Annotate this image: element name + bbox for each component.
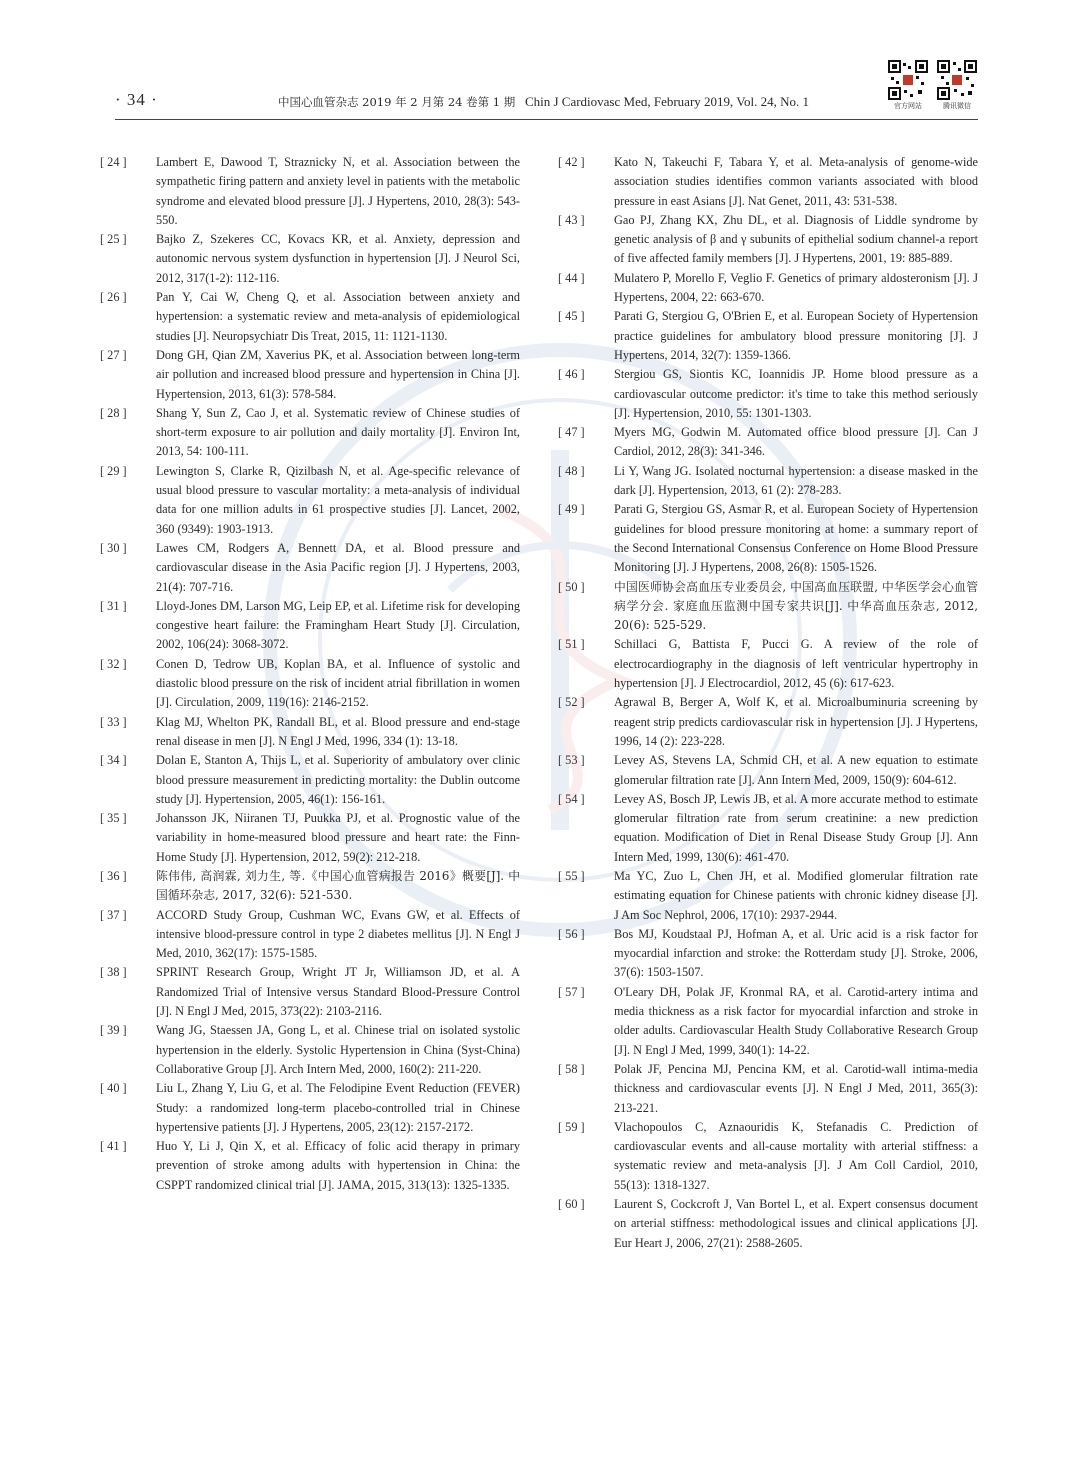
reference-item — [100, 809, 520, 867]
reference-item — [100, 404, 520, 462]
reference-item — [100, 713, 520, 752]
page-header — [0, 0, 1080, 125]
reference-text: Vlachopoulos C, Aznaouridis K, Stefanadis C. Prediction of cardiovascular events and all-cause mortality with arterial stiffness: a systematic review and meta-analysis [J]. J Am Coll Cardiol, 2010, 55(13): 1318-1327. — [614, 1119, 978, 1192]
reference-item — [100, 288, 520, 346]
reference-number: [ 57 ] — [558, 984, 585, 999]
reference-number: [ 36 ] — [100, 868, 127, 883]
reference-item — [558, 500, 978, 577]
reference-number: [ 37 ] — [100, 907, 127, 922]
reference-text: Conen D, Tedrow UB, Koplan BA, et al. Influence of systolic and diastolic blood pressure on the risk of incident atrial fibrillation in women [J]. Circulation, 2009, 119(16): 2146-2152. — [156, 656, 520, 710]
reference-item — [558, 153, 978, 211]
reference-number: [ 51 ] — [558, 637, 585, 652]
reference-item — [100, 655, 520, 713]
reference-text: Gao PJ, Zhang KX, Zhu DL, et al. Diagnosis of Liddle syndrome by genetic analysis of β and γ subunits of epithelial sodium channel-a report of five affected family members [J]. J Hypertens, 2001, 19: 885-889. — [614, 212, 978, 266]
reference-number: [ 52 ] — [558, 695, 585, 710]
reference-number: [ 55 ] — [558, 868, 585, 883]
reference-number: [ 47 ] — [558, 425, 585, 440]
reference-number: [ 44 ] — [558, 270, 585, 285]
reference-item — [558, 1195, 978, 1253]
reference-text: Dong GH, Qian ZM, Xaverius PK, et al. Association between long-term air pollution and increased blood pressure and hypertension in China [J]. Hypertension, 2013, 61(3): 578-584. — [156, 347, 520, 401]
reference-item — [558, 751, 978, 790]
reference-number: [ 39 ] — [100, 1023, 127, 1038]
reference-text: Parati G, Stergiou GS, Asmar R, et al. European Society of Hypertension guidelines for blood pressure monitoring at home: a summary report of the Second International Consensus Conference on Home Blood Pressure Monitoring [J]. J Hypertens, 2008, 26(8): 1505-1526. — [614, 502, 978, 575]
reference-number: [ 32 ] — [100, 656, 127, 671]
reference-text: ACCORD Study Group, Cushman WC, Evans GW, et al. Effects of intensive blood-pressure control in type 2 diabetes mellitus [J]. N Engl J Med, 2010, 362(17): 1575-1585. — [156, 907, 520, 961]
reference-number: [ 50 ] — [558, 579, 585, 594]
reference-number: [ 34 ] — [100, 753, 127, 768]
reference-number: [ 38 ] — [100, 965, 127, 980]
reference-text: Stergiou GS, Siontis KC, Ioannidis JP. Home blood pressure as a cardiovascular outcome predictor: it's time to take this method seriously [J]. Hypertension, 2010, 55: 1301-1303. — [614, 367, 978, 420]
header-rule — [115, 119, 978, 120]
reference-item — [100, 462, 520, 539]
reference-text: Lambert E, Dawood T, Straznicky N, et al. Association between the sympathetic firing pattern and anxiety level in patients with the metabolic syndrome and elevated blood pressure [J]. J Hypertens, 2010, 28(3): 543-550. — [156, 155, 520, 227]
reference-text: Dolan E, Stanton A, Thijs L, et al. Superiority of ambulatory over clinic blood pressure measurement in predicting mortality: the Dublin outcome study [J]. Hypertension, 2005, 46(1): 156-161. — [156, 753, 520, 806]
reference-text: O'Leary DH, Polak JF, Kronmal RA, et al. Carotid-artery intima and media thickness as a risk factor for myocardial infarction and stroke in older adults. Cardiovascular Health Study Collaborative Research Group [J]. N Engl J Med, 1999, 340(1): 14-22. — [614, 984, 978, 1057]
reference-text: 中国医师协会高血压专业委员会, 中国高血压联盟, 中华医学会心血管病学分会. 家庭血压监测中国专家共识[J]. 中华高血压杂志, 2012, 20(6): 525-529. — [614, 579, 978, 633]
reference-number: [ 30 ] — [100, 540, 127, 555]
reference-item — [558, 693, 978, 751]
qr-code-wechat-icon — [937, 60, 977, 100]
reference-number: [ 25 ] — [100, 232, 127, 247]
reference-text: Lawes CM, Rodgers A, Bennett DA, et al. Blood pressure and cardiovascular disease in the Asia Pacific region [J]. J Hypertens, 2003, 21(4): 707-716. — [156, 540, 520, 594]
reference-number: [ 56 ] — [558, 926, 585, 941]
reference-item — [558, 635, 978, 693]
reference-number: [ 35 ] — [100, 811, 127, 826]
reference-item — [558, 578, 978, 636]
reference-text: SPRINT Research Group, Wright JT Jr, Williamson JD, et al. A Randomized Trial of Intensive versus Standard Blood-Pressure Control [J]. N Engl J Med, 2015, 373(22): 2103-2116. — [156, 965, 520, 1019]
reference-number: [ 49 ] — [558, 502, 585, 517]
qr-label-website: 官方网站 — [894, 102, 922, 110]
reference-number: [ 28 ] — [100, 405, 127, 420]
reference-number: [ 24 ] — [100, 155, 127, 169]
reference-text: Lewington S, Clarke R, Qizilbash N, et al. Age-specific relevance of usual blood pressure to vascular mortality: a meta-analysis of individual data for one million adults in 61 prospective studies [J]. Lancet, 2002, 360 (9349): 1903-1913. — [156, 463, 520, 536]
reference-text: Shang Y, Sun Z, Cao J, et al. Systematic review of Chinese studies of short-term exposure to air pollution and daily mortality [J]. Environ Int, 2013, 54: 100-111. — [156, 405, 520, 459]
reference-text: Schillaci G, Battista F, Pucci G. A review of the role of electrocardiography in the diagnosis of left ventricular hypertrophy in hypertension [J]. J Electrocardiol, 2012, 45 (6): 617-623. — [614, 637, 978, 691]
journal-title-cn: 中国心血管杂志 2019 年 2 月第 24 卷第 1 期 — [278, 95, 516, 109]
references-column-right — [558, 153, 978, 1253]
reference-item — [100, 346, 520, 404]
reference-item — [558, 307, 978, 365]
reference-number: [ 41 ] — [100, 1139, 127, 1154]
reference-number: [ 42 ] — [558, 155, 585, 169]
reference-text: Levey AS, Stevens LA, Schmid CH, et al. A new equation to estimate glomerular filtration rate [J]. Ann Intern Med, 2009, 150(9): 604-612. — [614, 753, 978, 787]
reference-text: Lloyd-Jones DM, Larson MG, Leip EP, et al. Lifetime risk for developing congestive heart failure: the Framingham Heart Study [J]. Circulation, 2002, 106(24): 3068-3072. — [156, 598, 520, 652]
reference-number: [ 31 ] — [100, 598, 127, 613]
qr-code-website-icon — [888, 60, 928, 100]
reference-item — [558, 269, 978, 308]
reference-item — [558, 211, 978, 269]
reference-text: Kato N, Takeuchi F, Tabara Y, et al. Meta-analysis of genome-wide association studies identifies common variants associated with blood pressure in east Asians [J]. Nat Genet, 2011, 43: 531-538. — [614, 155, 978, 208]
reference-text: Huo Y, Li J, Qin X, et al. Efficacy of folic acid therapy in primary prevention of stroke among adults with hypertension in China: the CSPPT randomized clinical trial [J]. JAMA, 2015, 313(13): 1325-1335. — [156, 1139, 520, 1192]
reference-text: Pan Y, Cai W, Cheng Q, et al. Association between anxiety and hypertension: a systematic review and meta-analysis of epidemiological studies [J]. Neuropsychiatr Dis Treat, 2015, 11: 1121-1130. — [156, 290, 520, 343]
reference-item — [100, 230, 520, 288]
reference-text: Johansson JK, Niiranen TJ, Puukka PJ, et al. Prognostic value of the variability in home-measured blood pressure and heart rate: the Finn-Home Study [J]. Hypertension, 2012, 59(2): 212-218. — [156, 811, 520, 864]
reference-item — [558, 983, 978, 1060]
reference-number: [ 29 ] — [100, 463, 127, 478]
reference-text: Mulatero P, Morello F, Veglio F. Genetics of primary aldosteronism [J]. J Hypertens, 2004, 22: 663-670. — [614, 270, 978, 305]
journal-title-en: Chin J Cardiovasc Med, February 2019, Vol. 24, No. 1 — [524, 94, 809, 109]
reference-number: [ 53 ] — [558, 753, 585, 768]
reference-item — [100, 539, 520, 597]
running-head — [278, 94, 809, 110]
reference-number: [ 59 ] — [558, 1119, 585, 1134]
reference-number: [ 48 ] — [558, 463, 585, 478]
reference-item — [100, 1079, 520, 1137]
reference-item — [558, 925, 978, 983]
reference-item — [558, 1118, 978, 1195]
reference-text: Agrawal B, Berger A, Wolf K, et al. Microalbuminuria screening by reagent strip predicts cardiovascular risk in hypertension [J]. J Hypertens, 1996, 14 (2): 223-228. — [614, 695, 978, 748]
reference-item — [100, 153, 520, 230]
reference-item — [100, 906, 520, 964]
reference-item — [558, 462, 978, 501]
reference-text: Wang JG, Staessen JA, Gong L, et al. Chinese trial on isolated systolic hypertension in the elderly. Systolic Hypertension in China (Syst-China) Collaborative Group [J]. Arch Intern Med, 2000, 160(2): 211-220. — [156, 1023, 520, 1076]
reference-item — [558, 365, 978, 423]
reference-number: [ 60 ] — [558, 1197, 585, 1212]
reference-text: Ma YC, Zuo L, Chen JH, et al. Modified glomerular filtration rate estimating equation for Chinese patients with chronic kidney disease [J]. J Am Soc Nephrol, 2006, 17(10): 2937-2944. — [614, 868, 978, 922]
reference-number: [ 26 ] — [100, 290, 127, 305]
reference-item — [100, 867, 520, 906]
reference-number: [ 58 ] — [558, 1061, 585, 1076]
reference-item — [558, 423, 978, 462]
reference-text: Polak JF, Pencina MJ, Pencina KM, et al. Carotid-wall intima-media thickness and cardiovascular events [J]. N Engl J Med, 2011, 365(3): 213-221. — [614, 1061, 978, 1115]
reference-item — [558, 867, 978, 925]
reference-text: Bajko Z, Szekeres CC, Kovacs KR, et al. Anxiety, depression and autonomic nervous system dysfunction in hypertension [J]. J Neurol Sci, 2012, 317(1-2): 112-116. — [156, 232, 520, 285]
reference-item — [558, 790, 978, 867]
reference-text: Levey AS, Bosch JP, Lewis JB, et al. A more accurate method to estimate glomerular filtration rate from serum creatinine: a new prediction equation. Modification of Diet in Renal Disease Study Group [J]. Ann Intern Med, 1999, 130(6): 461-470. — [614, 791, 978, 864]
qr-label-wechat: 腾讯微信 — [943, 102, 971, 110]
reference-item — [558, 1060, 978, 1118]
reference-text: Myers MG, Godwin M. Automated office blood pressure [J]. Can J Cardiol, 2012, 28(3): 341-346. — [614, 425, 978, 459]
references-column-left — [100, 153, 520, 1195]
reference-number: [ 43 ] — [558, 212, 585, 227]
reference-number: [ 46 ] — [558, 367, 585, 382]
reference-item — [100, 1021, 520, 1079]
reference-text: 陈伟伟, 高润霖, 刘力生, 等.《中国心血管病报告 2016》概要[J]. 中国循环杂志, 2017, 32(6): 521-530. — [156, 868, 520, 903]
reference-item — [100, 1137, 520, 1195]
reference-item — [100, 963, 520, 1021]
reference-number: [ 45 ] — [558, 309, 585, 324]
reference-text: Bos MJ, Koudstaal PJ, Hofman A, et al. Uric acid is a risk factor for myocardial infarction and stroke: the Rotterdam study [J]. Stroke, 2006, 37(6): 1503-1507. — [614, 926, 978, 980]
reference-number: [ 54 ] — [558, 791, 585, 806]
reference-text: Liu L, Zhang Y, Liu G, et al. The Felodipine Event Reduction (FEVER) Study: a randomized long-term placebo-controlled trial in Chinese hypertensive patients [J]. J Hypertens, 2005, 23(12): 2157-2172. — [156, 1081, 520, 1134]
reference-number: [ 40 ] — [100, 1081, 127, 1096]
reference-text: Parati G, Stergiou G, O'Brien E, et al. European Society of Hypertension practice guidelines for ambulatory blood pressure monitoring [J]. J Hypertens, 2014, 32(7): 1359-1366. — [614, 309, 978, 362]
reference-item — [100, 751, 520, 809]
reference-number: [ 33 ] — [100, 714, 127, 729]
page-number: · 34 · — [115, 90, 158, 109]
reference-item — [100, 597, 520, 655]
reference-text: Laurent S, Cockcroft J, Van Bortel L, et al. Expert consensus document on arterial stiffness: methodological issues and clinical applications [J]. Eur Heart J, 2006, 27(21): 2588-2605. — [614, 1197, 978, 1250]
reference-number: [ 27 ] — [100, 347, 127, 362]
reference-text: Li Y, Wang JG. Isolated nocturnal hypertension: a disease masked in the dark [J]. Hypertension, 2013, 61 (2): 278-283. — [614, 463, 978, 498]
reference-text: Klag MJ, Whelton PK, Randall BL, et al. Blood pressure and end-stage renal disease in men [J]. N Engl J Med, 1996, 334 (1): 13-18. — [156, 714, 520, 748]
